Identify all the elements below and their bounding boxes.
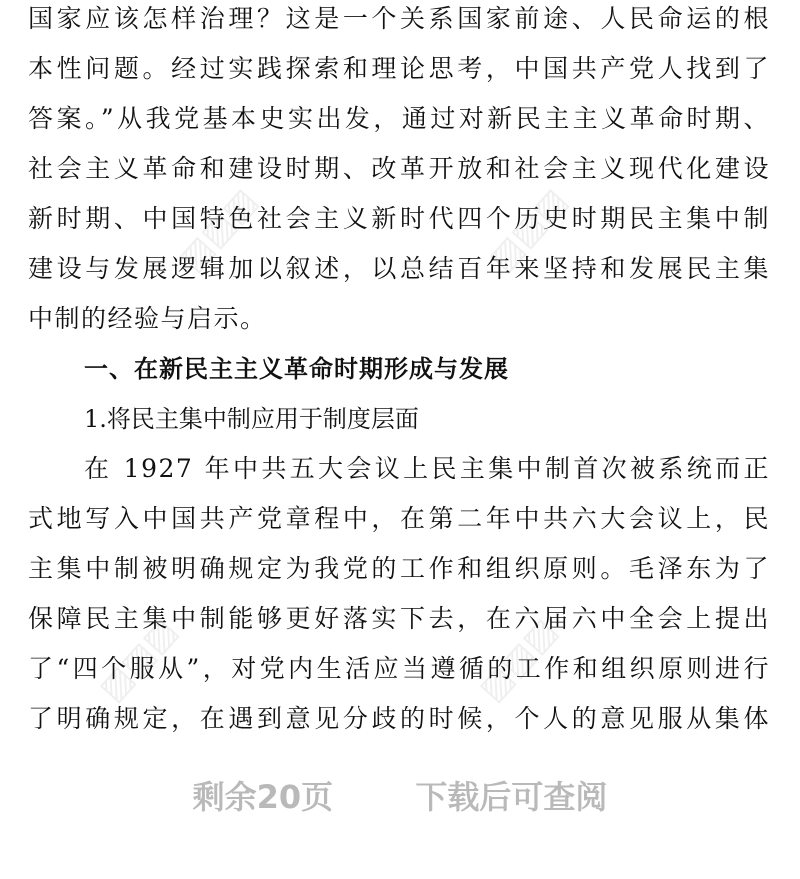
section-heading: 一、在新民主主义革命时期形成与发展: [84, 355, 509, 383]
subsection-heading: 1.将民主集中制应用于制度层面: [84, 405, 419, 433]
text-line: 了明确规定，在遇到意见分歧的时候，个人的意见服从集体: [28, 704, 770, 733]
text-line: 保障民主集中制能够更好落实下去，在六届六中全会上提出: [28, 604, 770, 633]
text-line: 答案。”从我党基本史实出发，通过对新民主主义革命时期、: [28, 104, 770, 133]
preview-footer: [0, 772, 800, 818]
watermark: ▨▨▨: [171, 180, 266, 280]
text-line: 国家应该怎样治理？这是一个关系国家前途、人民命运的根: [28, 4, 770, 33]
watermark: ▨▨▨: [471, 610, 566, 710]
text-line: 主集中制被明确规定为我党的工作和组织原则。毛泽东为了: [28, 554, 770, 583]
text-line: 新时期、中国特色社会主义新时代四个历史时期民主集中制: [28, 204, 770, 233]
watermark: ▨▨▨: [91, 610, 186, 710]
remaining-pages-label: 剩余20页: [192, 778, 334, 816]
download-to-view-link[interactable]: 下载后可查阅: [415, 778, 608, 816]
document-body: [28, 0, 770, 744]
text-line: 式地写入中国共产党章程中，在第二年中共六大会议上，民: [28, 504, 770, 533]
text-line: 本性问题。经过实践探索和理论思考，中国共产党人找到了: [28, 54, 770, 83]
text-line: 中制的经验与启示。: [28, 304, 267, 333]
text-line: 建设与发展逻辑加以叙述，以总结百年来坚持和发展民主集: [28, 254, 770, 283]
text-line: 在 1927 年中共五大会议上民主集中制首次被系统而正: [84, 454, 770, 483]
text-line: 社会主义革命和建设时期、改革开放和社会主义现代化建设: [28, 154, 770, 183]
text-line: 了“四个服从”，对党内生活应当遵循的工作和组织原则进行: [28, 654, 770, 683]
watermark: ▨▨▨: [481, 180, 576, 280]
